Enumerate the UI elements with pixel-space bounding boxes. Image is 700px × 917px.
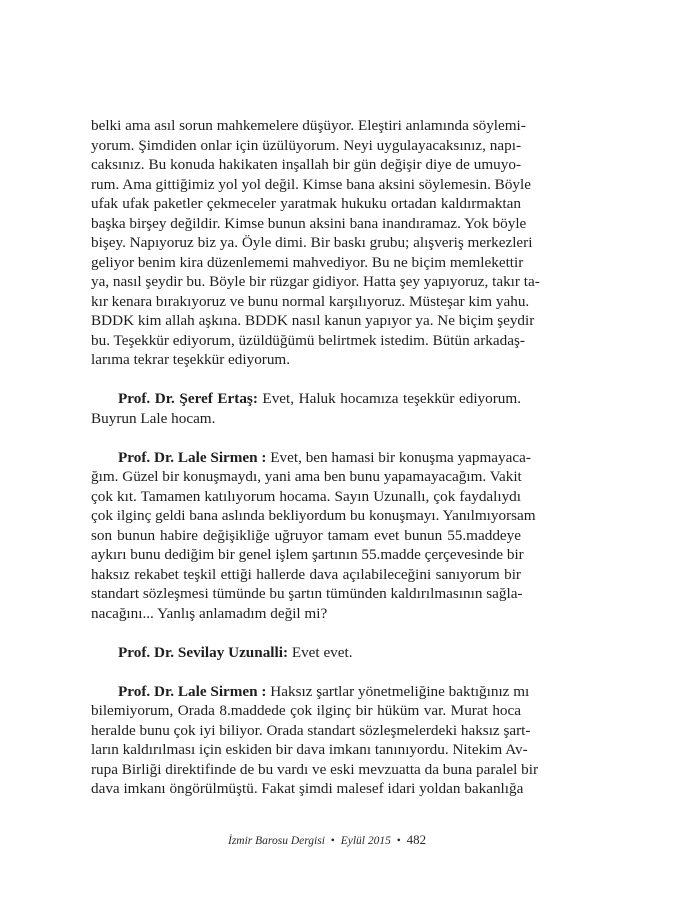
text-line: larıma tekrar teşekkür ediyorum.: [91, 351, 291, 368]
text-line: bilemiyorum, Orada 8.maddede çok ilginç bir hüküm var. Murat hoca: [91, 702, 521, 719]
paragraph-lale-sirmen-1: [91, 448, 536, 624]
footer-separator: •: [330, 835, 335, 847]
text-line: ğım. Güzel bir konuşmaydı, yani ama ben bunu yapamayacağım. Vakit: [91, 468, 522, 485]
text-line: geliyor benim kira düzenlememi mahvediyor. Bu ne biçim memlekettir: [91, 253, 524, 271]
text-line: [91, 643, 521, 663]
footer-separator: •: [396, 835, 401, 847]
journal-name: İzmir Barosu Dergisi: [228, 835, 325, 847]
speaker-name: Prof. Dr. Lale Sirmen :: [118, 448, 267, 466]
text-line: aykırı bunu dediğim bir genel işlem şartının 55.madde çerçevesinde bir: [91, 546, 524, 563]
text-line: yorum. Şimdiden onlar için üzülüyorum. Neyi uygulayacaksınız, napı-: [91, 136, 521, 154]
text-line: ların kaldırılması için eskiden bir dava imkanı tanınıyordu. Nitekim Av-: [91, 741, 528, 758]
issue-date: Eylül 2015: [340, 835, 391, 847]
speech-text: Haksız şartlar yönetmeliğine baktığınız mı: [266, 682, 530, 700]
paragraph-seref-ertas: [91, 389, 521, 428]
text-line: caksınız. Bu konuda hakikaten inşallah bir gün değişir diye de umuyo-: [91, 156, 521, 173]
text-line: [91, 389, 521, 409]
text-line: Buyrun Lale hocam.: [91, 409, 216, 427]
speech-text: Evet evet.: [288, 643, 353, 661]
page-body: [91, 116, 540, 818]
paragraph-continuation: [91, 116, 540, 370]
paragraph-lale-sirmen-2: [91, 682, 539, 799]
text-line: kır kenara bırakıyoruz ve bunu normal karşılıyoruz. Müsteşar kim yahu.: [91, 292, 530, 310]
text-line: BDDK kim allah aşkına. BDDK nasıl kanun yapıyor ya. Ne biçim şeydir: [91, 312, 535, 329]
text-line: belki ama asıl sorun mahkemelere düşüyor. Eleştiri anlamında söylemi-: [91, 117, 526, 134]
text-line: rupa Birliği direktifinde de bu vardı ve eski mevzuatta da buna paralel bir: [91, 760, 539, 778]
text-line: [91, 682, 530, 702]
text-line: ufak ufak paketler çekmeceler yaratmak hukuku ortadan kaldırmaktan: [91, 195, 521, 212]
text-line: çok kıt. Tamamen katılıyorum hocama. Sayın Uzunallı, çok faydalıydı: [91, 487, 521, 505]
text-line: dava imkanı öngörülmüştü. Fakat şimdi malesef idari yoldan bakanlığa: [91, 780, 524, 797]
speaker-name: Prof. Dr. Şeref Ertaş:: [118, 390, 258, 407]
text-line: bişey. Napıyoruz biz ya. Öyle dimi. Bir baskı grubu; alışveriş merkezleri: [91, 234, 533, 251]
text-line: çok ilginç geldi bana aslında bekliyordum bu konuşmayı. Yanılmıyorsam: [91, 507, 536, 524]
text-line: [91, 448, 531, 468]
text-line: ya, nasıl şeydir bu. Böyle bir rüzgar gidiyor. Hatta şey yapıyoruz, takır ta-: [91, 273, 540, 290]
speaker-name: Prof. Dr. Lale Sirmen :: [118, 682, 267, 700]
speaker-name: Prof. Dr. Sevilay Uzunalli:: [118, 643, 289, 661]
page-footer: [228, 832, 426, 848]
speech-text: Evet, Haluk hocamıza teşekkür ediyorum.: [257, 390, 521, 407]
text-line: bu. Teşekkür ediyorum, üzüldüğümü belirtmek istedim. Bütün arkadaş-: [91, 331, 525, 349]
text-line: haksız rekabet teşkil ettiği hallerde dava açılabileceğini sanıyorum bir: [91, 565, 521, 583]
speech-text: Evet, ben hamasi bir konuşma yapmayaca-: [266, 448, 531, 466]
text-line: başka birşey değildir. Kimse bunun aksini bana inandıramaz. Yok böyle: [91, 214, 527, 232]
page-number: 482: [406, 832, 427, 847]
text-line: heralde bunu çok iyi biliyor. Orada standart sözleşmelerdeki haksız şart-: [91, 721, 531, 739]
text-line: nacağını... Yanlış anlamadım değil mi?: [91, 604, 328, 622]
text-line: standart sözleşmesi tümünde bu şartın tümünden kaldırılmasının sağla-: [91, 585, 523, 602]
text-line: rum. Ama gittiğimiz yol yol değil. Kimse bana aksini söylemesin. Böyle: [91, 175, 531, 193]
text-line: son bunun habire değişikliğe uğruyor tamam evet bunun 55.maddeye: [91, 526, 521, 544]
paragraph-sevilay-uzunalli: [91, 643, 521, 663]
